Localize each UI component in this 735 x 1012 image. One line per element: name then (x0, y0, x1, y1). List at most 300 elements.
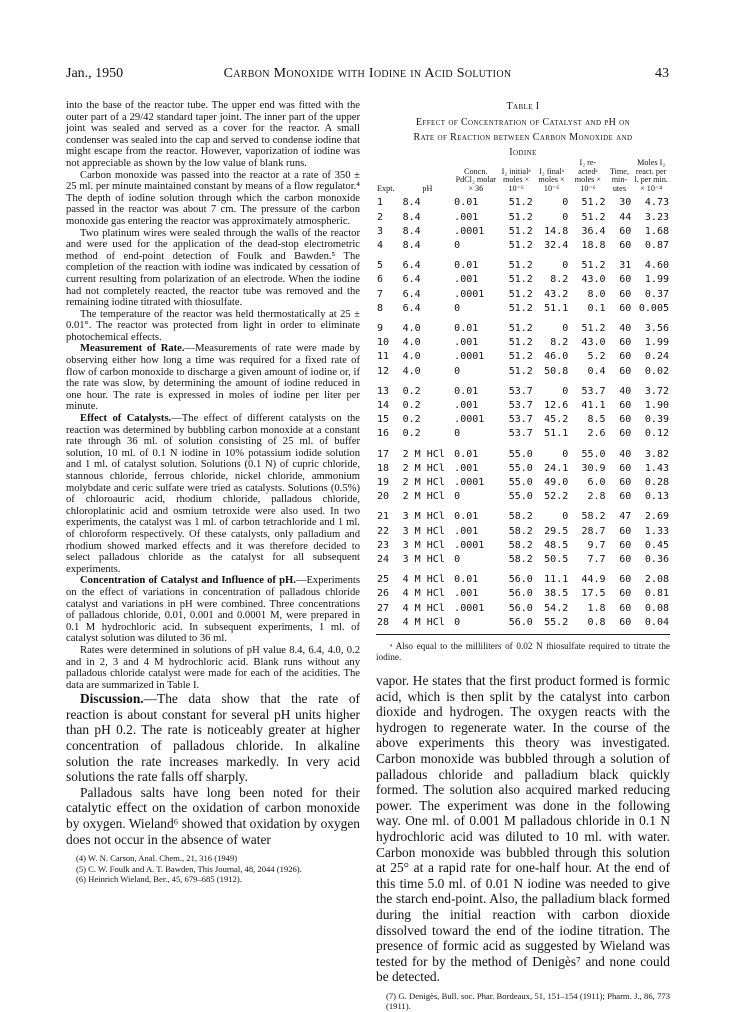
table-cell: 60 (619, 239, 632, 251)
table-cell: 52.2 (544, 491, 569, 503)
table-row (376, 587, 670, 601)
table-cell: 30 (619, 197, 632, 209)
table-cell: 44.9 (581, 574, 606, 586)
table-row (376, 273, 670, 287)
table-body (376, 196, 670, 630)
table-cell: 1.99 (644, 337, 669, 349)
table-cell: 54.2 (544, 602, 569, 614)
table-cell: 0.08 (644, 602, 669, 614)
table-cell: 51.2 (508, 288, 533, 300)
table-cell: 6.0 (587, 477, 606, 489)
table-cell: 40 (619, 448, 632, 460)
table-cell: 0.24 (644, 351, 669, 363)
section-heading: Measurement of Rate. (80, 343, 185, 355)
table-cell: 6 (377, 274, 384, 286)
table-cell: 40 (619, 323, 632, 334)
table-cell: 1.8 (587, 602, 606, 614)
table-cell: 53.7 (508, 428, 533, 440)
table-title-line: Iodine (509, 147, 537, 158)
table-cell: 0.01 (454, 385, 479, 397)
table-cell: 0.01 (454, 574, 479, 586)
paragraph (66, 575, 360, 645)
table-cell: 53.7 (508, 414, 533, 426)
table-cell: 0.01 (454, 448, 479, 460)
table-cell: 23 (377, 539, 390, 551)
table-cell: 0.13 (644, 491, 669, 503)
table-cell: 2 M HCl (402, 448, 445, 460)
table-cell: 0 (454, 491, 461, 503)
table-cell: 60 (619, 288, 632, 300)
table-cell: 32.4 (544, 239, 569, 251)
table-cell: 60 (619, 351, 632, 363)
table-cell: 22 (377, 525, 390, 537)
table-row (376, 399, 670, 413)
table-cell: 60 (619, 574, 632, 586)
table-cell: 3 M HCl (402, 511, 445, 523)
table-row (376, 365, 670, 379)
reference: (5) C. W. Foulk and A. T. Bawden, This Journal, 48, 2044 (1926). (76, 863, 302, 874)
table-cell: 3 M HCl (402, 554, 445, 566)
table-cell: 60 (619, 365, 632, 377)
table-row (376, 288, 670, 302)
table-row (376, 567, 670, 587)
table-cell: 0 (454, 365, 461, 377)
paragraph: vapor. He states that the first product formed is formic acid, which is then split by the catalyst into carbon dioxide and hydrogen. The oxygen reacts with the hydrogen to regenerate water. In the course of the above experiments this theory was investigated. Carbon monoxide was bubbled through a solution of palladous chloride and palladium black quickly formed. The solution also acquired marked reducing power. The experiment was done in the following way. One ml. of 0.001 M palladous chloride in 0.1 N hydrochloric acid was diluted to 10 ml. with water. Carbon monoxide was bubbled through this solution at 25° at a rapid rate for one-half hour. At the end of this time 5.0 ml. of 0.01 N iodine was needed to give the starch end-point. Also, the palladium black formed during the initial reaction with carbon dioxide dissolved toward the end of the iodine titration. The presence of formic acid as suggested by Wieland was tested for by the method of Denigès⁷ and none could be detected. (376, 673, 670, 985)
table-cell: .0001 (454, 414, 485, 426)
table-cell: 14.8 (544, 225, 569, 237)
table-row (376, 442, 670, 462)
table-cell: 6.4 (402, 274, 421, 286)
table-cell: 20 (377, 491, 390, 503)
table-cell: 44 (619, 211, 632, 223)
table-cell: .0001 (454, 539, 485, 551)
discussion-block (66, 691, 360, 847)
table-cell: 60 (619, 400, 632, 412)
table-cell: 8.2 (550, 274, 569, 286)
table-cell: 0.28 (644, 477, 669, 489)
table-cell: 38.5 (544, 588, 569, 600)
table-row (376, 525, 670, 539)
table-cell: 8.0 (587, 288, 606, 300)
table-cell: 60 (619, 539, 632, 551)
table-cell: 51.1 (544, 428, 569, 440)
table-cell: 0 (562, 211, 569, 223)
table-cell: 0.39 (644, 414, 669, 426)
table-row (376, 553, 670, 567)
table-cell: 27 (377, 602, 390, 614)
table-cell: 8 (377, 302, 384, 314)
table-cell: 17 (377, 448, 390, 460)
table-cell: .001 (454, 211, 479, 223)
table-cell: 3 (377, 225, 384, 237)
reference: (6) Heinrich Wieland, Ber., 45, 679–685 (1912). (76, 874, 242, 885)
reference: (4) W. N. Carson, Anal. Chem., 21, 316 (1949) (76, 853, 238, 864)
table-header-row (376, 159, 670, 196)
table-cell: 4 M HCl (402, 602, 445, 614)
table-cell: 0 (562, 197, 569, 209)
table-cell: 4 M HCl (402, 588, 445, 600)
table-cell: .001 (454, 462, 479, 474)
table-cell: .001 (454, 588, 479, 600)
table-row (376, 196, 670, 210)
table-cell: 0.01 (454, 197, 479, 209)
table-cell: 0.87 (644, 239, 669, 251)
table-cell: 2 M HCl (402, 462, 445, 474)
table-cell: 40 (619, 385, 632, 397)
paragraph: into the base of the reactor tube. The upper end was fitted with the outer part of a 29/42 standard taper joint. The inner part of the upper joint was sealed and served as a cover for the reactor. A small condenser was sealed into the cap and served to condense iodine that might escape from the reactor. However, vaporization of iodine was not appreciable as shown by the low value of blank runs. (66, 100, 360, 169)
paragraph: Palladous salts have long been noted for their catalytic effect on the oxidation of carbon monoxide by oxygen. Wieland⁶ showed that oxidation by oxygen does not occur in the absence of water (66, 784, 360, 847)
table-cell: 49.0 (544, 477, 569, 489)
table-cell: 51.2 (508, 323, 533, 334)
table-row (376, 616, 670, 630)
table-cell: 1 (377, 197, 384, 209)
table-cell: 30.9 (581, 462, 606, 474)
table-cell: 8.2 (550, 337, 569, 349)
table-cell: 1.43 (644, 462, 669, 474)
table-cell: 25 (377, 574, 390, 586)
table-cell: 0.1 (587, 302, 606, 314)
table-cell: 43.0 (581, 337, 606, 349)
table-cell: 53.7 (508, 385, 533, 397)
table-cell: 8.4 (402, 211, 421, 223)
table-row (376, 336, 670, 350)
table-cell: 1.99 (644, 274, 669, 286)
table-cell: 0.12 (644, 428, 669, 440)
table-cell: 60 (619, 337, 632, 349)
table-cell: 16 (377, 428, 390, 440)
table-cell: 56.0 (508, 616, 533, 628)
table-cell: 58.2 (508, 539, 533, 551)
table-cell: 28 (377, 616, 390, 628)
table-cell: 60 (619, 477, 632, 489)
table-cell: 51.2 (508, 239, 533, 251)
table-cell: 0 (562, 448, 569, 460)
table-footnote: ᵃ Also equal to the milliliters of 0.02 N thiosulfate required to titrate the iodine. (376, 641, 670, 663)
paragraph-text: —The effect of different catalysts on the reaction was determined by bubbling carbon monoxide at a constant rate through 36 ml. of solution consisting of 25 ml. of buffer solution, 10 ml. of 0.1 N iodine in 10% potassium iodide solution and 1 ml. of catalyst solution. Solutions (0.1 N) of cupric chloride, stannous chloride, ferrous chloride, nickel chloride, ammonium molybdate and ceric sulfate were tried as catalysts. Solutions (0.5%) of chloroauric acid, rhodium chloride, palladous chloride, chloroplatinic acid and osmium tetroxide were also used. In two experiments, the catalyst was 1 ml. of carbon tetrachloride and 1 ml. of chloroform respectively. Of these catalysts, only palladium and rhodium showed marked effects and it was therefore decided to select palladous chloride as the catalyst for all subsequent experiments. (66, 413, 361, 575)
table-row (376, 211, 670, 225)
table-cell: 51.2 (508, 302, 533, 314)
paragraph: Two platinum wires were sealed through the walls of the reactor and were used for the application of the dead-stop electrometric method of end-point detection of Foulk and Bawden.⁵ The completion of the reaction with iodine was indicated by cessation of current resulting from polarization of an electrode. When the iodine had not completely reacted, the reactor tube was removed and the remaining iodine titrated with thiosulfate. (66, 227, 360, 309)
table-cell: 55.0 (508, 448, 533, 460)
table-cell: 51.2 (508, 365, 533, 377)
section-heading: Concentration of Catalyst and Influence of pH. (80, 575, 296, 587)
table-cell: 8.4 (402, 239, 421, 251)
paragraph-text: —The data show that the rate of reaction is about constant for several pH units higher than pH 0.2. The rate is noticeably greater at higher concentration of palladous chloride. In alkaline solution the rate increases markedly. In very acid solutions the rate falls off sharply. (66, 691, 360, 785)
table-label: Table I (506, 101, 540, 112)
table-title-line: Effect of Concentration of Catalyst and pH on (415, 117, 631, 128)
table-cell: 60 (619, 525, 632, 537)
table-cell: 31 (619, 260, 632, 272)
table-cell: .0001 (454, 351, 485, 363)
table-cell: 51.2 (508, 260, 533, 272)
table-cell: 43.0 (581, 274, 606, 286)
table-cell: 46.0 (544, 351, 569, 363)
paragraph (66, 691, 360, 785)
table-cell: 56.0 (508, 588, 533, 600)
table-cell: 13 (377, 385, 390, 397)
discussion-continued (376, 673, 670, 985)
table-cell: 11.1 (544, 574, 569, 586)
table-cell: 3 M HCl (402, 539, 445, 551)
table-cell: 9 (377, 323, 384, 334)
table-row (376, 239, 670, 253)
table-row (376, 225, 670, 239)
table-cell: 60 (619, 274, 632, 286)
table-cell: 55.0 (581, 448, 606, 460)
table-cell: 2 M HCl (402, 477, 445, 489)
table-cell: 4 (377, 239, 384, 251)
table-cell: 60 (619, 302, 632, 314)
table-cell: 51.2 (508, 225, 533, 237)
table-cell: 50.5 (544, 554, 569, 566)
table-cell: 0.04 (644, 616, 669, 628)
table-title-line: Rate of Reaction between Carbon Monoxide and (413, 132, 633, 143)
table-cell: 41.1 (581, 400, 606, 412)
table-cell: 51.2 (508, 351, 533, 363)
table-row (376, 413, 670, 427)
data-table (376, 159, 670, 630)
column-header: I₂ re- actedᵃ moles × 10⁻⁶ (574, 158, 602, 193)
table-cell: 9.7 (587, 539, 606, 551)
table-cell: 55.2 (544, 616, 569, 628)
table-cell: 0 (454, 302, 461, 314)
table-cell: 0.01 (454, 323, 479, 334)
table-cell: 0.36 (644, 554, 669, 566)
table-cell: 4.0 (402, 351, 421, 363)
table-cell: 6.4 (402, 288, 421, 300)
table-cell: 11 (377, 351, 390, 363)
table-row (376, 379, 670, 399)
table-cell: 1.90 (644, 400, 669, 412)
table-cell: 0 (454, 239, 461, 251)
table-cell: 5.2 (587, 351, 606, 363)
column-header: Concn. PdCl₂ molar × 36 (455, 166, 496, 193)
table-cell: 55.0 (508, 462, 533, 474)
table-row (376, 302, 670, 316)
column-header: I₂ finalᵃ moles × 10⁻⁶ (538, 166, 565, 193)
table-cell: 56.0 (508, 602, 533, 614)
table-cell: 2 (377, 211, 384, 223)
table-cell: .001 (454, 274, 479, 286)
table-cell: 0.2 (402, 400, 421, 412)
table-cell: .001 (454, 337, 479, 349)
table-cell: 10 (377, 337, 390, 349)
table-cell: 14 (377, 400, 390, 412)
footnotes (66, 853, 360, 884)
table-cell: 60 (619, 491, 632, 503)
table-cell: 8.4 (402, 197, 421, 209)
table-cell: 4.0 (402, 323, 421, 334)
table-cell: 4.0 (402, 365, 421, 377)
table-cell: 60 (619, 225, 632, 237)
table-cell: 29.5 (544, 525, 569, 537)
table-cell: 53.7 (581, 385, 606, 397)
right-column (376, 100, 670, 1012)
table-cell: 3.23 (644, 211, 669, 223)
table-cell: 17.5 (581, 588, 606, 600)
table-cell: 24 (377, 554, 390, 566)
table-cell: 2.69 (644, 511, 669, 523)
table-row (376, 316, 670, 336)
table-cell: 0 (562, 323, 569, 334)
column-header: I₂ initialᵃ moles × 10⁻⁶ (501, 166, 531, 193)
table-cell: 1.33 (644, 525, 669, 537)
table-cell: 60 (619, 462, 632, 474)
table-cell: 4.60 (644, 260, 669, 272)
reference: (7) G. Denigès, Bull. soc. Phar. Bordeaux, 51, 151–154 (1911); Pharm. J., 86, 773 (1911). (386, 990, 670, 1012)
table-cell: 4.0 (402, 337, 421, 349)
table-cell: 36.4 (581, 225, 606, 237)
table-cell: 51.1 (544, 302, 569, 314)
table-cell: 51.2 (581, 211, 606, 223)
left-column (66, 100, 360, 884)
table-cell: 0.37 (644, 288, 669, 300)
table-cell: .001 (454, 400, 479, 412)
table-cell: 51.2 (508, 274, 533, 286)
table-cell: 0.02 (644, 365, 669, 377)
table-cell: 12 (377, 365, 390, 377)
table-cell: 0.8 (587, 616, 606, 628)
table-cell: 60 (619, 616, 632, 628)
table-cell: 51.2 (581, 260, 606, 272)
table-cell: 8.4 (402, 225, 421, 237)
table-cell: 43.2 (544, 288, 569, 300)
column-header: Time, min- utes (609, 166, 629, 193)
table-cell: 19 (377, 477, 390, 489)
paragraph: Rates were determined in solutions of pH value 8.4, 6.4, 4.0, 0.2 and in 2, 3 and 4 M hydrochloric acid. Blank runs without any palladous chloride catalyst were made for each of the acidities. The data are summarized in Table I. (66, 644, 360, 691)
paragraph: The temperature of the reactor was held thermostatically at 25 ± 0.01°. The reactor was protected from light in order to eliminate photochemical effects. (66, 308, 360, 343)
table-cell: 1.68 (644, 225, 669, 237)
table-cell: 51.2 (508, 211, 533, 223)
table-cell: 60 (619, 554, 632, 566)
section-heading: Effect of Catalysts. (80, 413, 172, 425)
table-cell: 8.5 (587, 414, 606, 426)
page-number: 43 (655, 66, 669, 81)
table-row (376, 350, 670, 364)
table-cell: 51.2 (508, 337, 533, 349)
table-cell: 55.0 (508, 491, 533, 503)
table-cell: .0001 (454, 225, 485, 237)
table-cell: 50.8 (544, 365, 569, 377)
table-cell: 2.6 (587, 428, 606, 440)
table-cell: 0.01 (454, 511, 479, 523)
table-cell: 0.005 (638, 302, 669, 314)
table-cell: 45.2 (544, 414, 569, 426)
table-cell: 2.8 (587, 491, 606, 503)
table-cell: 0.45 (644, 539, 669, 551)
table-cell: 3.56 (644, 323, 669, 334)
column-header: pH (422, 183, 433, 193)
table-cell: 0.01 (454, 260, 479, 272)
table-row (376, 602, 670, 616)
paragraph (66, 413, 360, 575)
table-cell: 24.1 (544, 462, 569, 474)
table-row (376, 253, 670, 273)
table-cell: 51.2 (581, 323, 606, 334)
table-cell: 0.2 (402, 428, 421, 440)
table-row (376, 490, 670, 504)
table-row (376, 427, 670, 441)
table-cell: 18 (377, 462, 390, 474)
table-cell: 0 (454, 428, 461, 440)
table-cell: 58.2 (508, 525, 533, 537)
page-header (66, 66, 669, 84)
table-cell: 0 (562, 260, 569, 272)
paragraph (66, 343, 360, 413)
table-cell: 6.4 (402, 302, 421, 314)
table-cell: 55.0 (508, 477, 533, 489)
table-cell: 0 (562, 385, 569, 397)
table-cell: 7 (377, 288, 384, 300)
header-date: Jan., 1950 (66, 66, 124, 81)
table-cell: 60 (619, 602, 632, 614)
divider (376, 634, 670, 635)
table-cell: 60 (619, 588, 632, 600)
table-row (376, 539, 670, 553)
table-cell: 12.6 (544, 400, 569, 412)
column-header: Moles I₂ react. per l. per min. × 10⁻⁴ (634, 158, 668, 193)
table-cell: .001 (454, 525, 479, 537)
table-cell: 58.2 (508, 554, 533, 566)
table-cell: 3.82 (644, 448, 669, 460)
table-cell: 0.4 (587, 365, 606, 377)
table-cell: 51.2 (508, 197, 533, 209)
table-cell: 0 (562, 511, 569, 523)
section-heading: Discussion. (80, 691, 144, 707)
table-cell: 47 (619, 511, 632, 523)
table-cell: 51.2 (581, 197, 606, 209)
table-row (376, 462, 670, 476)
table-cell: 58.2 (581, 511, 606, 523)
table-cell: 0 (454, 554, 461, 566)
column-header: Expt. (377, 183, 395, 193)
table-cell: 21 (377, 511, 390, 523)
table-cell: 4 M HCl (402, 616, 445, 628)
table-cell: 6.4 (402, 260, 421, 272)
table-cell: 7.7 (587, 554, 606, 566)
table-cell: 2 M HCl (402, 491, 445, 503)
table-cell: 53.7 (508, 400, 533, 412)
table-row (376, 504, 670, 524)
table-cell: 0.2 (402, 414, 421, 426)
paragraph-text: —Experiments on the effect of variations in concentration of palladous chloride catalyst and variations in pH were combined. Three concentrations of palladous chloride, 0.01, 0.001 and 0.0001 M, were prepared in 0.1 M hydrochloric acid. In subsequent experiments, 1 ml. of catalyst solution was diluted to 36 ml. (66, 575, 360, 645)
table-cell: 4 M HCl (402, 574, 445, 586)
table-cell: 0 (454, 616, 461, 628)
paragraph: Carbon monoxide was passed into the reactor at a rate of 350 ± 25 ml. per minute maintained constant by means of a flow regulator.⁴ The depth of iodine solution through which the carbon monoxide passed in the reactor was about 7 cm. The pressure of the carbon monoxide gas entering the reactor was approximately atmospheric. (66, 169, 360, 227)
table-cell: 4.73 (644, 197, 669, 209)
table-cell: .0001 (454, 477, 485, 489)
table-cell: 48.5 (544, 539, 569, 551)
table-cell: 5 (377, 260, 384, 272)
table-cell: 58.2 (508, 511, 533, 523)
header-title: Carbon Monoxide with Iodine in Acid Solution (223, 66, 512, 81)
table-row (376, 476, 670, 490)
table-cell: 0.2 (402, 385, 421, 397)
table-cell: 18.8 (581, 239, 606, 251)
table-cell: 15 (377, 414, 390, 426)
table-cell: 3 M HCl (402, 525, 445, 537)
table-cell: 60 (619, 428, 632, 440)
table-cell: 2.08 (644, 574, 669, 586)
table-cell: 0.81 (644, 588, 669, 600)
table-cell: 3.72 (644, 385, 669, 397)
table-cell: 56.0 (508, 574, 533, 586)
footnotes (376, 991, 670, 1012)
table-cell: .0001 (454, 288, 485, 300)
table-cell: 60 (619, 414, 632, 426)
table-cell: .0001 (454, 602, 485, 614)
table-cell: 26 (377, 588, 390, 600)
